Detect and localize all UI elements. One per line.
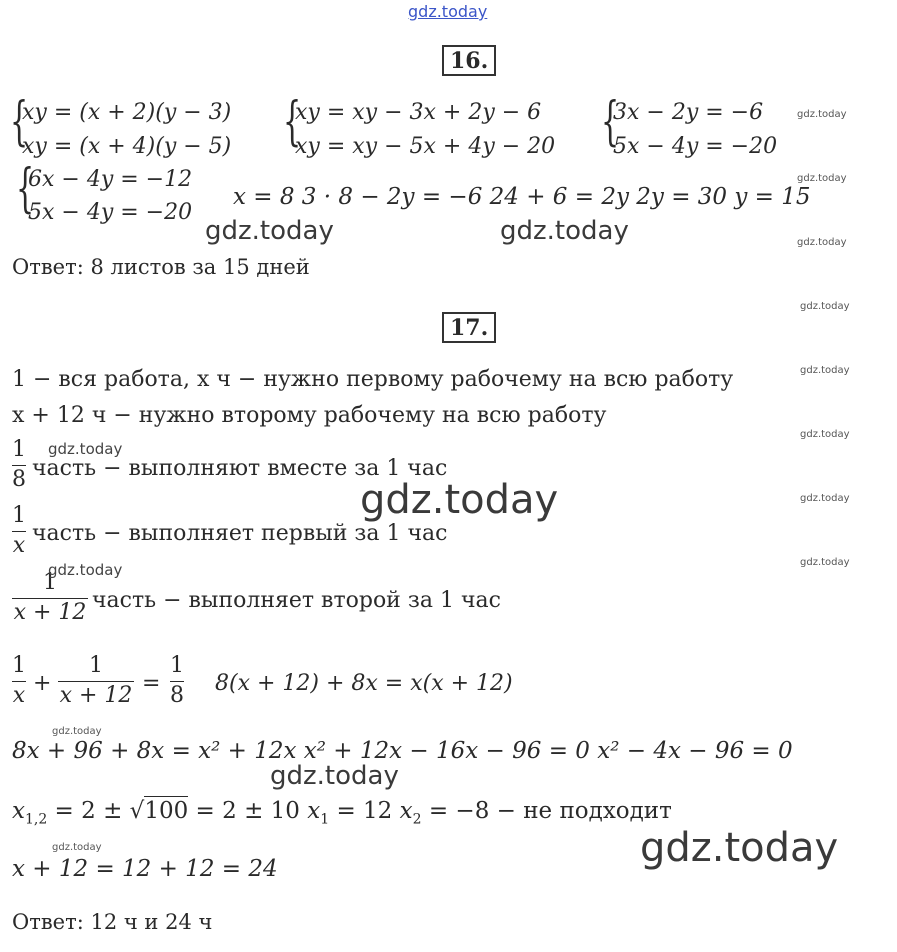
watermark-tiny: gdz.today <box>800 493 850 504</box>
fraction: 1 8 <box>12 437 26 492</box>
watermark-small: gdz.today <box>48 561 123 579</box>
system2-eq1: xy = xy − 3x + 2y − 6 <box>295 100 542 125</box>
expand-line: 8x + 96 + 8x = x² + 12x x² + 12x − 16x − 96 = 0 x² − 4x − 96 = 0 <box>12 738 793 764</box>
plus-sign: + <box>33 671 52 696</box>
solution-line: x = 8 3 · 8 − 2y = −6 24 + 6 = 2y 2y = 30 y = 15 <box>233 184 811 210</box>
system3-eq1: 3x − 2y = −6 <box>613 100 764 125</box>
watermark-large: gdz.today <box>640 825 839 871</box>
watermark-tiny: gdz.today <box>797 173 847 184</box>
task16-answer: Ответ: 8 листов за 15 дней <box>12 255 310 279</box>
watermark-small: gdz.today <box>48 440 123 458</box>
fraction: 1 x + 12 <box>59 653 133 708</box>
system4-eq1: 6x − 4y = −12 <box>28 167 193 192</box>
watermark-tiny: gdz.today <box>52 842 102 853</box>
watermark-tiny: gdz.today <box>797 237 847 248</box>
equals-sign: = <box>142 671 161 696</box>
system-brace: { <box>16 159 35 219</box>
watermark-medium: gdz.today <box>500 216 629 246</box>
equation-rest: 8(x + 12) + 8x = x(x + 12) <box>215 671 513 696</box>
fraction: 1 x + 12 <box>13 570 87 625</box>
roots-line: $x_{1,2} = 2 \pm √100 = 2 \pm 10$ $x_1 = 12$ $x_2 = -8$ − не подходит <box>12 798 672 828</box>
system1-eq2: xy = (x + 4)(y − 5) <box>22 134 232 159</box>
watermark-tiny: gdz.today <box>800 365 850 376</box>
watermark-tiny: gdz.today <box>52 726 102 737</box>
system-brace: { <box>10 92 29 152</box>
sum-line: x + 12 = 12 + 12 = 24 <box>12 856 278 882</box>
task-16-number: 16. <box>442 45 496 76</box>
watermark-top: gdz.today <box>408 2 488 21</box>
fraction: 1 x <box>12 653 26 708</box>
task17-answer: Ответ: 12 ч и 24 ч <box>12 910 213 934</box>
frac3-text: часть − выполняет второй за 1 час <box>92 588 501 613</box>
fraction: 1 8 <box>170 653 184 708</box>
watermark-large: gdz.today <box>360 477 559 523</box>
watermark-tiny: gdz.today <box>800 557 850 568</box>
task17-line1: 1 − вся работа, x ч − нужно первому рабочему на всю работу <box>12 367 734 392</box>
watermark-tiny: gdz.today <box>797 109 847 120</box>
system4-eq2: 5x − 4y = −20 <box>28 200 193 225</box>
watermark-medium: gdz.today <box>270 761 399 791</box>
system-brace: { <box>283 92 302 152</box>
frac2-text: часть − выполняет первый за 1 час <box>32 521 448 546</box>
task-17-number: 17. <box>442 312 496 343</box>
system1-eq1: xy = (x + 2)(y − 3) <box>22 100 232 125</box>
frac1-text: часть − выполняют вместе за 1 час <box>32 456 448 481</box>
system2-eq2: xy = xy − 5x + 4y − 20 <box>295 134 556 159</box>
system-brace: { <box>601 92 620 152</box>
system3-eq2: 5x − 4y = −20 <box>613 134 778 159</box>
task17-line2: x + 12 ч − нужно второму рабочему на всю работу <box>12 403 607 428</box>
watermark-tiny: gdz.today <box>800 301 850 312</box>
watermark-tiny: gdz.today <box>800 429 850 440</box>
fraction: 1 x <box>12 503 26 558</box>
watermark-medium: gdz.today <box>205 216 334 246</box>
